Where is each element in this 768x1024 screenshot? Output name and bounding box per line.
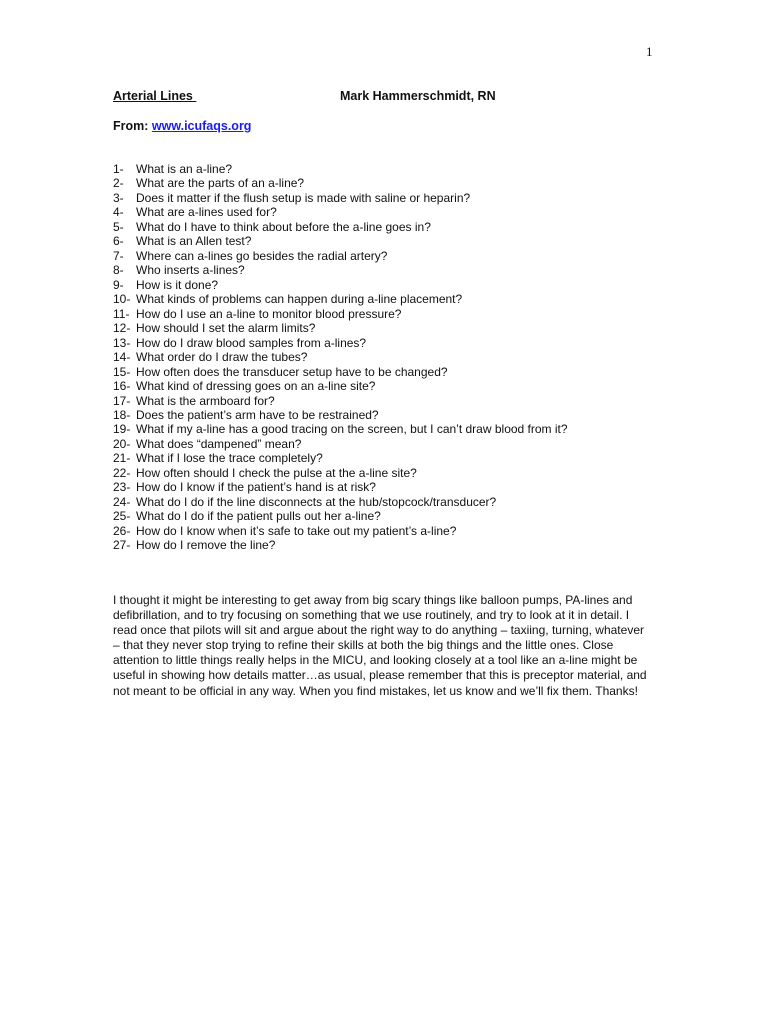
question-number: 16- (113, 379, 131, 394)
question-number: 26- (113, 523, 131, 538)
question-item (113, 394, 673, 408)
question-text: What do I have to think about before the a-line goes in? (136, 219, 431, 234)
question-number: 27- (113, 538, 131, 553)
question-text: How should I set the alarm limits? (136, 321, 316, 336)
question-item (113, 278, 673, 292)
question-number: 17- (113, 393, 131, 408)
document-title: Arterial Lines (113, 89, 197, 103)
question-number: 1- (113, 162, 124, 176)
question-number: 2- (113, 176, 124, 191)
question-item (113, 292, 673, 306)
question-number: 14- (113, 350, 131, 365)
question-number: 3- (113, 190, 124, 205)
question-number: 20- (113, 436, 131, 451)
question-number: 10- (113, 292, 131, 307)
page-number: 1 (646, 44, 653, 59)
question-number: 22- (113, 465, 131, 480)
question-text: What do I do if the line disconnects at the hub/stopcock/transducer? (136, 494, 497, 509)
question-number: 9- (113, 277, 124, 292)
source-link[interactable]: www.icufaqs.org (151, 119, 252, 133)
question-item (113, 466, 673, 480)
question-number: 5- (113, 219, 124, 234)
question-text: What does “dampened” mean? (136, 436, 302, 451)
question-item (113, 263, 673, 277)
question-item (113, 220, 673, 234)
question-text: How often should I check the pulse at the a-line site? (136, 465, 417, 480)
question-item (113, 307, 673, 321)
question-text: What do I do if the patient pulls out her a-line? (136, 509, 381, 524)
question-number: 18- (113, 407, 131, 422)
question-number: 25- (113, 509, 131, 524)
question-number: 8- (113, 263, 124, 278)
question-text: What is an Allen test? (136, 234, 252, 249)
question-item (113, 365, 673, 379)
question-number: 21- (113, 451, 131, 466)
question-number: 24- (113, 494, 131, 509)
source-label: From: (113, 119, 152, 133)
question-number: 11- (113, 306, 130, 321)
question-text: What are the parts of an a-line? (136, 176, 305, 191)
question-item (113, 176, 673, 190)
question-item (113, 234, 673, 248)
document-author: Mark Hammerschmidt, RN (340, 89, 496, 103)
question-number: 6- (113, 234, 124, 249)
question-text: Where can a-lines go besides the radial artery? (136, 248, 388, 263)
question-number: 13- (113, 335, 131, 350)
question-item (113, 495, 673, 509)
question-item (113, 422, 673, 436)
question-text: What if my a-line has a good tracing on the screen, but I can’t draw blood from it? (136, 422, 568, 437)
question-number: 7- (113, 248, 124, 263)
question-list (113, 162, 673, 553)
question-item (113, 162, 673, 176)
question-number: 12- (113, 321, 131, 336)
question-item (113, 437, 673, 451)
question-text: What kinds of problems can happen during a-line placement? (136, 292, 463, 307)
question-text: Does the patient’s arm have to be restrained? (136, 407, 379, 422)
question-text: How do I know if the patient’s hand is at risk? (136, 480, 376, 495)
question-text: What kind of dressing goes on an a-line site? (136, 379, 376, 394)
question-item (113, 379, 673, 393)
question-text: What order do I draw the tubes? (136, 350, 308, 365)
question-number: 4- (113, 205, 124, 220)
question-text: How do I remove the line? (136, 538, 276, 553)
question-item (113, 249, 673, 263)
question-item (113, 191, 673, 205)
question-item (113, 480, 673, 494)
question-item (113, 336, 673, 350)
question-item (113, 408, 673, 422)
question-item (113, 205, 673, 219)
question-item (113, 350, 673, 364)
document-header (113, 89, 673, 107)
question-text: What is an a-line? (136, 162, 233, 176)
question-text: How do I use an a-line to monitor blood pressure? (136, 306, 402, 321)
question-text: How is it done? (136, 277, 219, 292)
question-item (113, 509, 673, 523)
source-line (113, 119, 251, 133)
question-item (113, 538, 673, 552)
question-text: Who inserts a-lines? (136, 263, 245, 278)
question-text: What is the armboard for? (136, 393, 275, 408)
question-item (113, 451, 673, 465)
question-text: What are a-lines used for? (136, 205, 277, 220)
question-item (113, 321, 673, 335)
question-number: 23- (113, 480, 131, 495)
question-text: How do I draw blood samples from a-lines? (136, 335, 367, 350)
question-text: How do I know when it’s safe to take out my patient’s a-line? (136, 523, 457, 538)
question-item (113, 524, 673, 538)
question-number: 19- (113, 422, 131, 437)
question-number: 15- (113, 364, 131, 379)
question-text: Does it matter if the flush setup is made with saline or heparin? (136, 190, 471, 205)
question-text: What if I lose the trace completely? (136, 451, 323, 466)
question-text: How often does the transducer setup have to be changed? (136, 364, 448, 379)
intro-paragraph: I thought it might be interesting to get away from big scary things like balloon pumps, PA-lines and defibrillation, and to try focusing on something that we use routinely, and try to look at it in detail. I read once that pilots will sit and argue about the right way to do anything – taxiing, turning, whatever – that they never stop trying to refine their skills at both the big things and the little ones. Close attention to little things really helps in the MICU, and looking closely at a tool like an a-line might be useful in showing how details matter…as usual, please remember that this is preceptor material, and not meant to be official in any way. When you find mistakes, let us know and we’ll fix them. Thanks! (113, 593, 647, 698)
